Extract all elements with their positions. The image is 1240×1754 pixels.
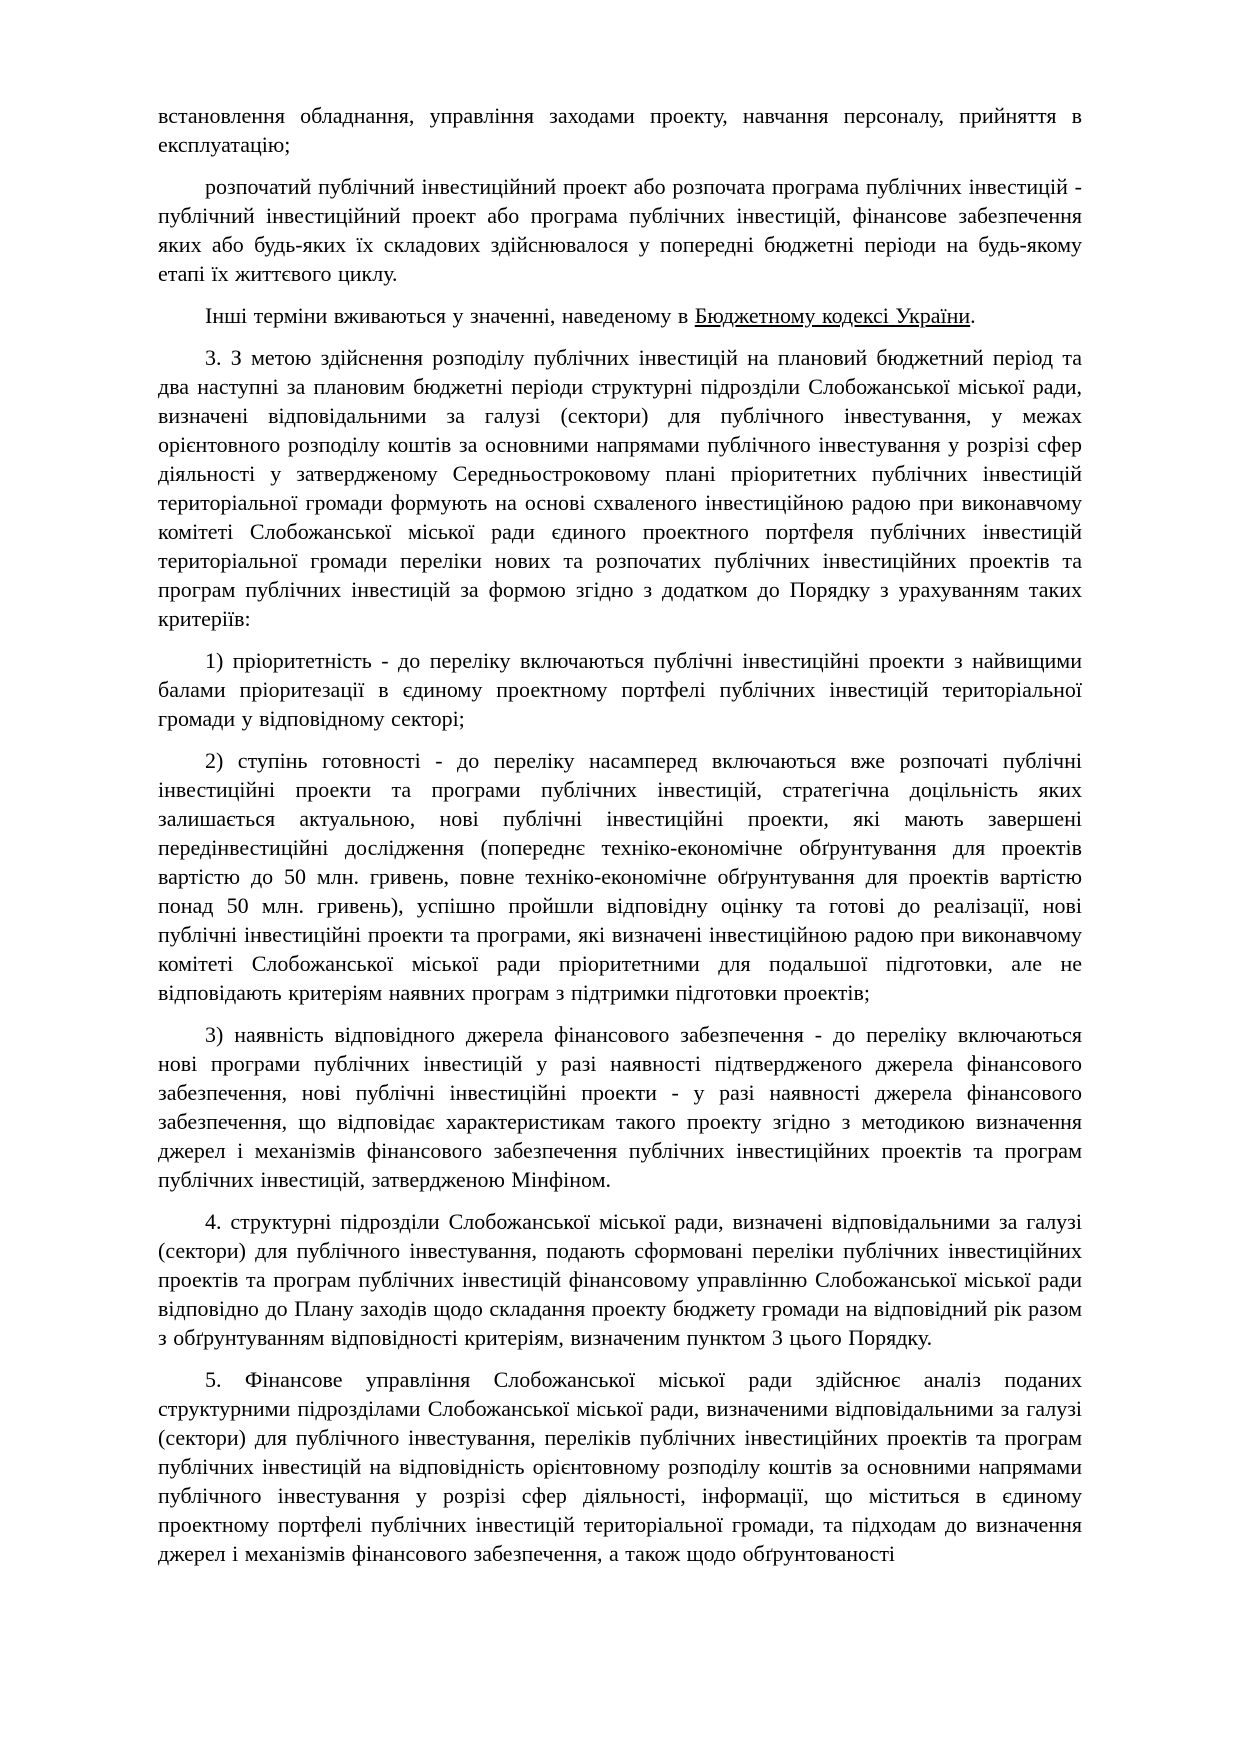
- text-run: 5. Фінансове управління Слобожанської міської ради здійснює аналіз поданих структурними підрозділами Слобожанської міської ради, визначеними відповідальними за галузі (сектори) для публічного інвестування, переліків публічних інвестиційних проектів та програм публічних інвестицій на відповідність орієнтовному розподілу коштів за основними напрямами публічного інвестування у розрізі сфер діяльності, інформації, що міститься в єдиному проектному портфелі публічних інвестицій територіальної громади, та підходам до визначення джерел і механізмів фінансового забезпечення, а також щодо обґрунтованості: [158, 1367, 1082, 1566]
- paragraph: [158, 301, 1082, 330]
- paragraph: [158, 746, 1082, 1007]
- paragraph: [158, 1207, 1082, 1352]
- paragraph: [158, 646, 1082, 733]
- text-run: 2) ступінь готовності - до переліку насамперед включаються вже розпочаті публічні інвестиційні проекти та програми публічних інвестицій, стратегічна доцільність яких залишається актуальною, нові публічні інвестиційні проекти, які мають завершені передінвестиційні дослідження (попереднє техніко-економічне обґрунтування для проектів вартістю до 50 млн. гривень, повне техніко-економічне обґрунтування для проектів вартістю понад 50 млн. гривень), успішно пройшли відповідну оцінку та готові до реалізації, нові публічні інвестиційні проекти та програми, які визначені інвестиційною радою при виконавчому комітеті Слобожанської міської ради пріоритетними для подальшої підготовки, але не відповідають критеріям наявних програм з підтримки підготовки проектів;: [158, 748, 1082, 1005]
- paragraph: [158, 172, 1082, 288]
- text-run: 4. структурні підрозділи Слобожанської міської ради, визначені відповідальними за галузі (сектори) для публічного інвестування, подають сформовані переліки публічних інвестиційних проектів та програм публічних інвестицій фінансовому управлінню Слобожанської міської ради відповідно до Плану заходів щодо складання проекту бюджету громади на відповідний рік разом з обґрунтуванням відповідності критеріям, визначеним пунктом 3 цього Порядку.: [158, 1209, 1082, 1350]
- paragraph: [158, 343, 1082, 633]
- text-run: 1) пріоритетність - до переліку включаються публічні інвестиційні проекти з найвищими балами пріоритезації в єдиному проектному портфелі публічних інвестицій територіальної громади у відповідному секторі;: [158, 648, 1082, 731]
- text-run: встановлення обладнання, управління заходами проекту, навчання персоналу, прийняття в експлуатацію;: [158, 103, 1082, 157]
- paragraph: [158, 1365, 1082, 1568]
- reference-link[interactable]: Бюджетному кодексі України: [694, 303, 971, 328]
- text-run: 3) наявність відповідного джерела фінансового забезпечення - до переліку включаються нові програми публічних інвестицій у разі наявності підтвердженого джерела фінансового забезпечення, нові публічні інвестиційні проекти - у разі наявності джерела фінансового забезпечення, що відповідає характеристикам такого проекту згідно з методикою визначення джерел і механізмів фінансового забезпечення публічних інвестиційних проектів та програм публічних інвестицій, затвердженою Мінфіном.: [158, 1022, 1082, 1192]
- text-run: Інші терміни вживаються у значенні, наведеному в: [205, 303, 695, 328]
- paragraph: [158, 101, 1082, 159]
- paragraph: [158, 1020, 1082, 1194]
- text-run: .: [970, 303, 976, 328]
- text-run: 3. З метою здійснення розподілу публічних інвестицій на плановий бюджетний період та два наступні за плановим бюджетні періоди структурні підрозділи Слобожанської міської ради, визначені відповідальними за галузі (сектори) для публічного інвестування, у межах орієнтовного розподілу коштів за основними напрямами публічного інвестування у розрізі сфер діяльності у затвердженому Середньостроковому плані пріоритетних публічних інвестицій територіальної громади формують на основі схваленого інвестиційною радою при виконавчому комітеті Слобожанської міської ради єдиного проектного портфеля публічних інвестицій територіальної громади переліки нових та розпочатих публічних інвестиційних проектів та програм публічних інвестицій за формою згідно з додатком до Порядку з урахуванням таких критеріїв:: [158, 345, 1082, 631]
- text-run: розпочатий публічний інвестиційний проект або розпочата програма публічних інвестицій - публічний інвестиційний проект або програма публічних інвестицій, фінансове забезпечення яких або будь-яких їх складових здійснювалося у попередні бюджетні періоди на будь-якому етапі їх життєвого циклу.: [158, 174, 1082, 286]
- document-body: [158, 101, 1082, 1568]
